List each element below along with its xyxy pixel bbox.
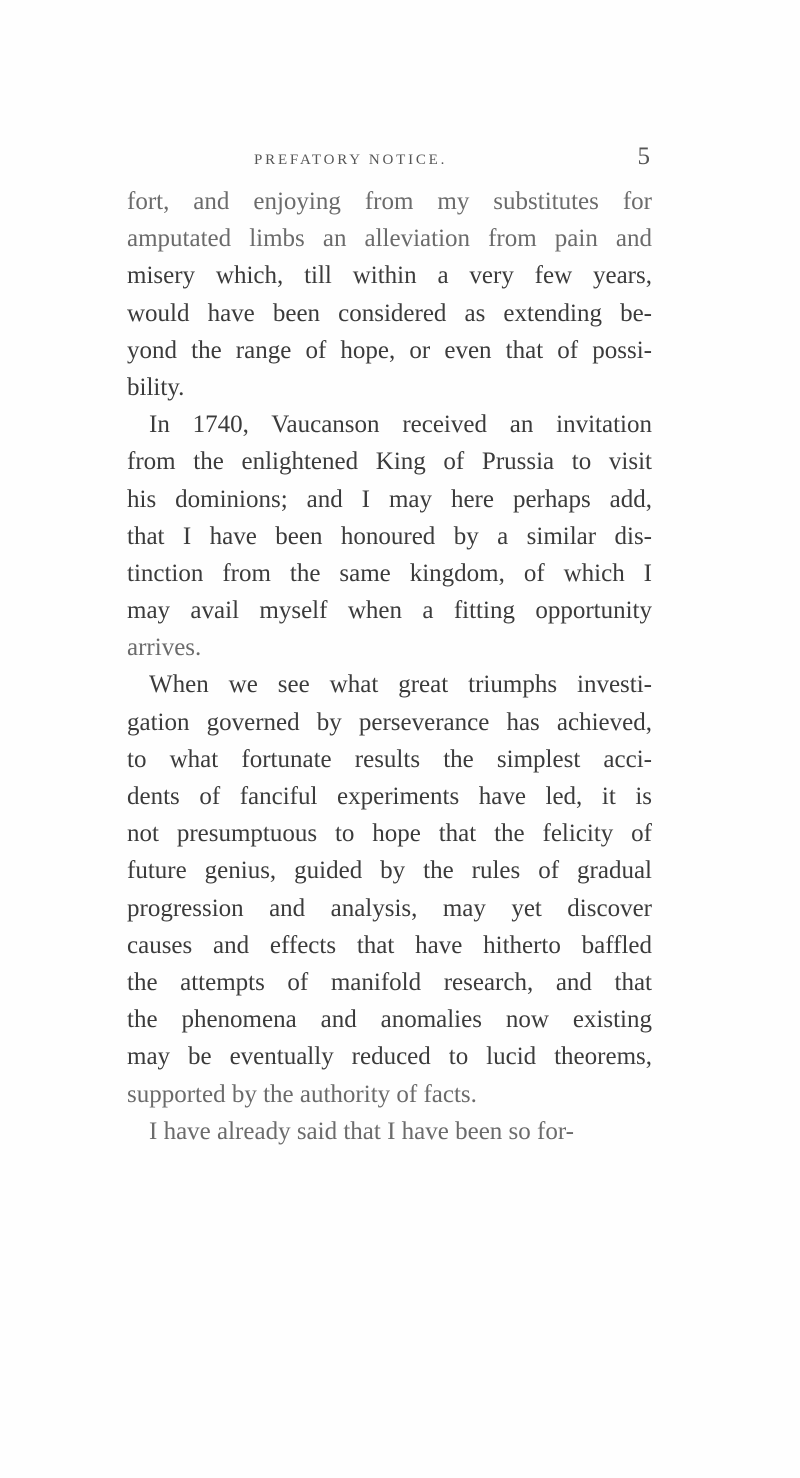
text-line: amputated limbs an alleviation from pain and bbox=[127, 225, 652, 253]
page-header bbox=[254, 143, 650, 171]
text-line: future genius, guided by the rules of gradual bbox=[127, 857, 652, 885]
text-line: to what fortunate results the simplest acci- bbox=[127, 745, 652, 773]
text-line: causes and effects that have hitherto baffled bbox=[127, 931, 652, 959]
page-number: 5 bbox=[637, 143, 650, 170]
text-line: supported by the authority of facts. bbox=[127, 1080, 477, 1108]
text-line: from the enlightened King of Prussia to visit bbox=[127, 448, 652, 476]
text-line: bility. bbox=[127, 373, 185, 401]
paragraph-start-line: In 1740, Vaucanson received an invitation bbox=[149, 411, 652, 439]
paragraph-start-line: I have already said that I have been so for- bbox=[149, 1117, 574, 1145]
text-line: tinction from the same kingdom, of which I bbox=[127, 559, 652, 587]
text-line: gation governed by perseverance has achieved, bbox=[127, 708, 652, 736]
text-line: the attempts of manifold research, and that bbox=[127, 968, 652, 996]
text-line: fort, and enjoying from my substitutes for bbox=[127, 188, 652, 215]
text-line: arrives. bbox=[127, 634, 202, 662]
text-line: would have been considered as extending be- bbox=[127, 299, 652, 327]
text-line: progression and analysis, may yet discover bbox=[127, 894, 652, 922]
text-line: may avail myself when a fitting opportunity bbox=[127, 597, 652, 625]
text-line: his dominions; and I may here perhaps add, bbox=[127, 485, 652, 513]
text-line: yond the range of hope, or even that of possi- bbox=[127, 336, 652, 364]
text-line: that I have been honoured by a similar dis- bbox=[127, 522, 652, 550]
text-line: may be eventually reduced to lucid theorems, bbox=[127, 1043, 652, 1071]
text-line: the phenomena and anomalies now existing bbox=[127, 1006, 652, 1034]
paragraph-start-line: When we see what great triumphs investi- bbox=[149, 671, 652, 699]
running-head: PREFATORY NOTICE. bbox=[254, 152, 448, 168]
body-text bbox=[127, 183, 652, 1150]
text-line: dents of fanciful experiments have led, it is bbox=[127, 783, 652, 810]
text-line: misery which, till within a very few years, bbox=[127, 262, 652, 290]
text-line: not presumptuous to hope that the felicity of bbox=[127, 820, 652, 848]
